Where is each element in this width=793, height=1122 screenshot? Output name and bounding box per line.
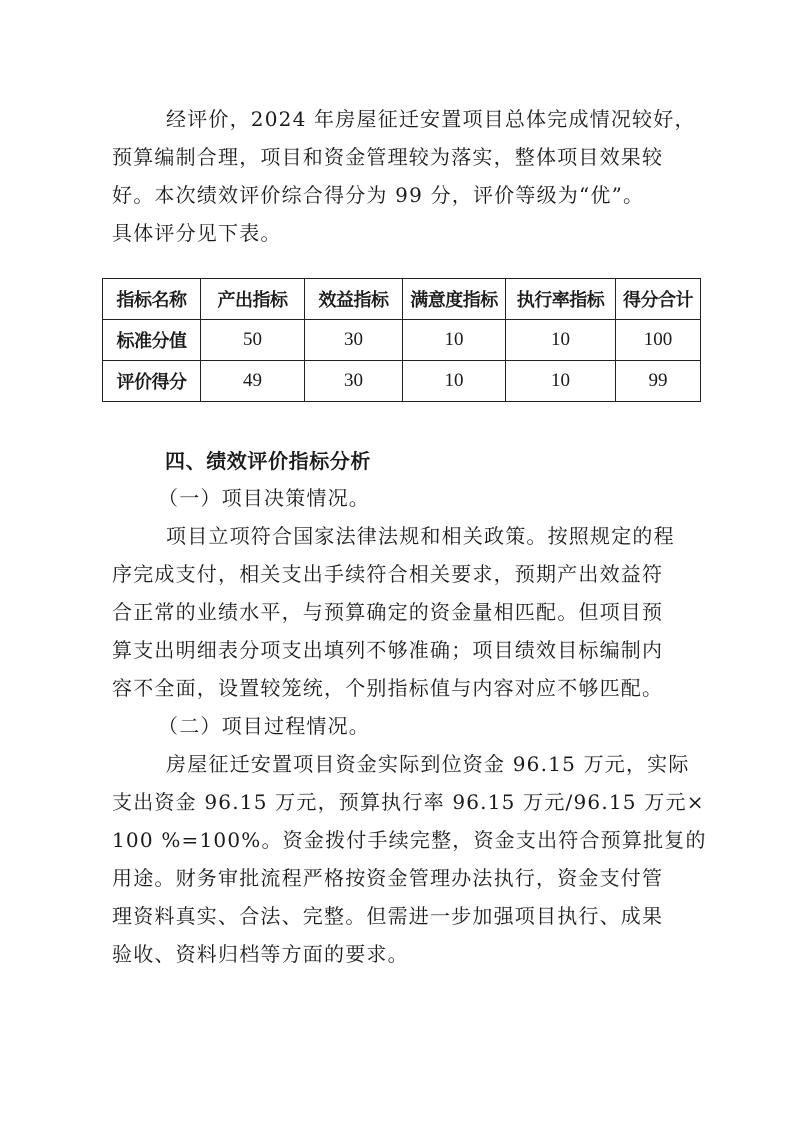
body-line: 房屋征迁安置项目资金实际到位资金 96.15 万元，实际 — [166, 752, 690, 776]
section-heading: 四、绩效评价指标分析 — [165, 449, 371, 473]
table-cell: 30 — [305, 320, 403, 361]
body-line: 合正常的业绩水平，与预算确定的资金量相匹配。但项目预 — [112, 600, 664, 624]
body-line: 算支出明细表分项支出填列不够准确；项目绩效目标编制内 — [112, 638, 664, 662]
table-row — [103, 320, 701, 361]
table-cell: 10 — [506, 361, 616, 402]
body-line: 项目立项符合国家法律法规和相关政策。按照规定的程 — [166, 524, 675, 548]
body-line: 验收、资料归档等方面的要求。 — [112, 942, 409, 966]
table-header-row — [103, 279, 701, 320]
table-cell: 10 — [506, 320, 616, 361]
table-header-cell: 执行率指标 — [506, 279, 616, 320]
body-line: 100 %=100%。资金拨付手续完整，资金支出符合预算批复的 — [112, 828, 707, 852]
row-label: 标准分值 — [103, 320, 201, 361]
row-label: 评价得分 — [103, 361, 201, 402]
body-line: 容不全面，设置较笼统，个别指标值与内容对应不够匹配。 — [112, 676, 664, 700]
subsection-title: （一）项目决策情况。 — [158, 486, 370, 510]
body-line: 理资料真实、合法、完整。但需进一步加强项目执行、成果 — [112, 904, 664, 928]
subsection-title: （二）项目过程情况。 — [158, 714, 370, 738]
intro-line-4: 具体评分见下表。 — [112, 221, 282, 245]
intro-line-2: 预算编制合理，项目和资金管理较为落实，整体项目效果较 — [112, 145, 664, 169]
table-cell: 30 — [305, 361, 403, 402]
table-header-cell: 效益指标 — [305, 279, 403, 320]
body-line: 用途。财务审批流程严格按资金管理办法执行，资金支付管 — [112, 866, 664, 890]
table-cell: 50 — [201, 320, 305, 361]
table-row — [103, 361, 701, 402]
table-cell: 99 — [616, 361, 701, 402]
body-line: 序完成支付，相关支出手续符合相关要求，预期产出效益符 — [112, 562, 664, 586]
table-cell: 100 — [616, 320, 701, 361]
table-header-cell: 指标名称 — [103, 279, 201, 320]
intro-line-3: 好。本次绩效评价综合得分为 99 分，评价等级为“优”。 — [112, 183, 645, 207]
intro-line-1: 经评价，2024 年房屋征迁安置项目总体完成情况较好， — [166, 107, 696, 131]
table-header-cell: 满意度指标 — [403, 279, 506, 320]
body-line: 支出资金 96.15 万元，预算执行率 96.15 万元/96.15 万元× — [112, 790, 705, 814]
table-cell: 49 — [201, 361, 305, 402]
table-header-cell: 得分合计 — [616, 279, 701, 320]
table-header-cell: 产出指标 — [201, 279, 305, 320]
score-table — [102, 278, 701, 402]
table-cell: 10 — [403, 320, 506, 361]
table-cell: 10 — [403, 361, 506, 402]
